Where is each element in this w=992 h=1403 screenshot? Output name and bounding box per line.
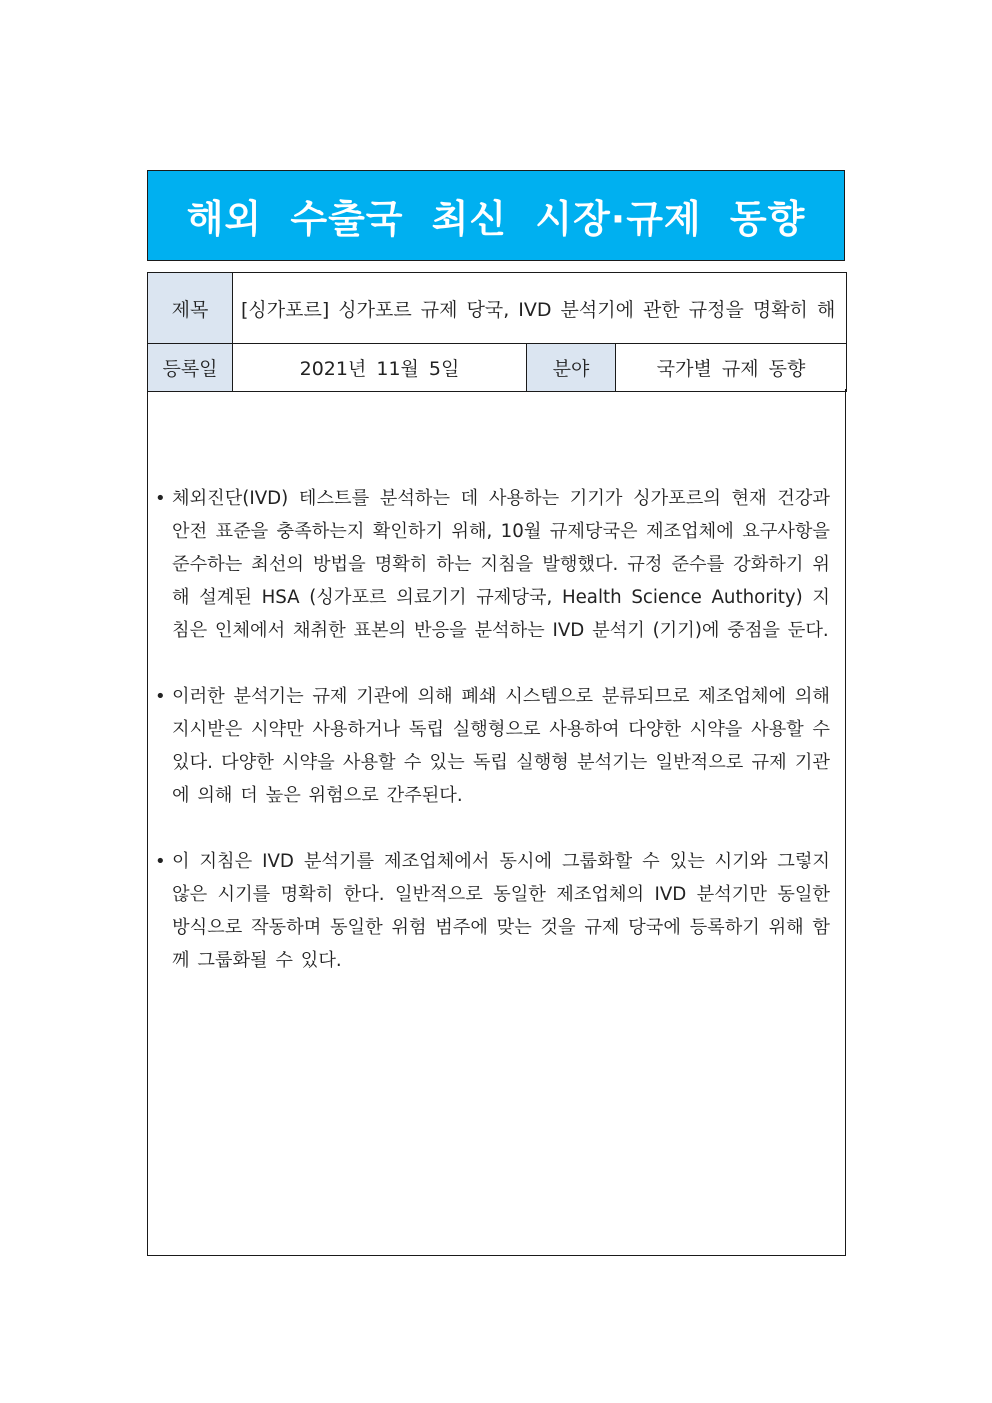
meta-row bbox=[148, 344, 847, 392]
field-label: 분야 bbox=[527, 344, 616, 392]
paragraph-text: 이 지침은 IVD 분석기를 제조업체에서 동시에 그룹화할 수 있는 시기와 그렇지 않은 시기를 명확히 한다. 일반적으로 동일한 제조업체의 IVD 분석기만 동일한 방식으로 작동하며 동일한 위험 범주에 맞는 것을 규제 당국에 등록하기 위해 함께 그룹화될 수 있다. bbox=[172, 851, 830, 971]
bullet-icon: • bbox=[155, 686, 166, 707]
paragraph-text: 체외진단(IVD) 테스트를 분석하는 데 사용하는 기기가 싱가포르의 현재 건강과 안전 표준을 충족하는지 확인하기 위해, 10월 규제당국은 제조업체에 요구사항을 준수하는 최선의 방법을 명확히 하는 지침을 발행했다. 규정 준수를 강화하기 위해 설계된 HSA (싱가포르 의료기기 규제당국, Health Science Authority) 지침은 인체에서 채취한 표본의 반응을 분석하는 IVD 분석기 (기기)에 중점을 둔다. bbox=[172, 488, 830, 641]
list-item bbox=[155, 482, 830, 647]
list-item bbox=[155, 680, 830, 812]
title-value: [싱가포르] 싱가포르 규제 당국, IVD 분석기에 관한 규정을 명확히 해 bbox=[233, 273, 847, 344]
page-banner bbox=[147, 170, 845, 261]
bullet-list bbox=[155, 482, 830, 1010]
list-item bbox=[155, 845, 830, 977]
page-title: 해외 수출국 최신 시장·규제 동향 bbox=[186, 197, 806, 241]
date-label: 등록일 bbox=[148, 344, 233, 392]
field-value: 국가별 규제 동향 bbox=[616, 344, 847, 392]
date-value: 2021년 11월 5일 bbox=[233, 344, 527, 392]
title-row bbox=[148, 273, 847, 344]
bullet-icon: • bbox=[155, 851, 166, 872]
info-table bbox=[147, 272, 847, 392]
title-label: 제목 bbox=[148, 273, 233, 344]
bullet-icon: • bbox=[155, 488, 166, 509]
paragraph-text: 이러한 분석기는 규제 기관에 의해 폐쇄 시스템으로 분류되므로 제조업체에 의해 지시받은 시약만 사용하거나 독립 실행형으로 사용하여 다양한 시약을 사용할 수 있다. 다양한 시약을 사용할 수 있는 독립 실행형 분석기는 일반적으로 규제 기관에 의해 더 높은 위험으로 간주된다. bbox=[172, 686, 830, 806]
